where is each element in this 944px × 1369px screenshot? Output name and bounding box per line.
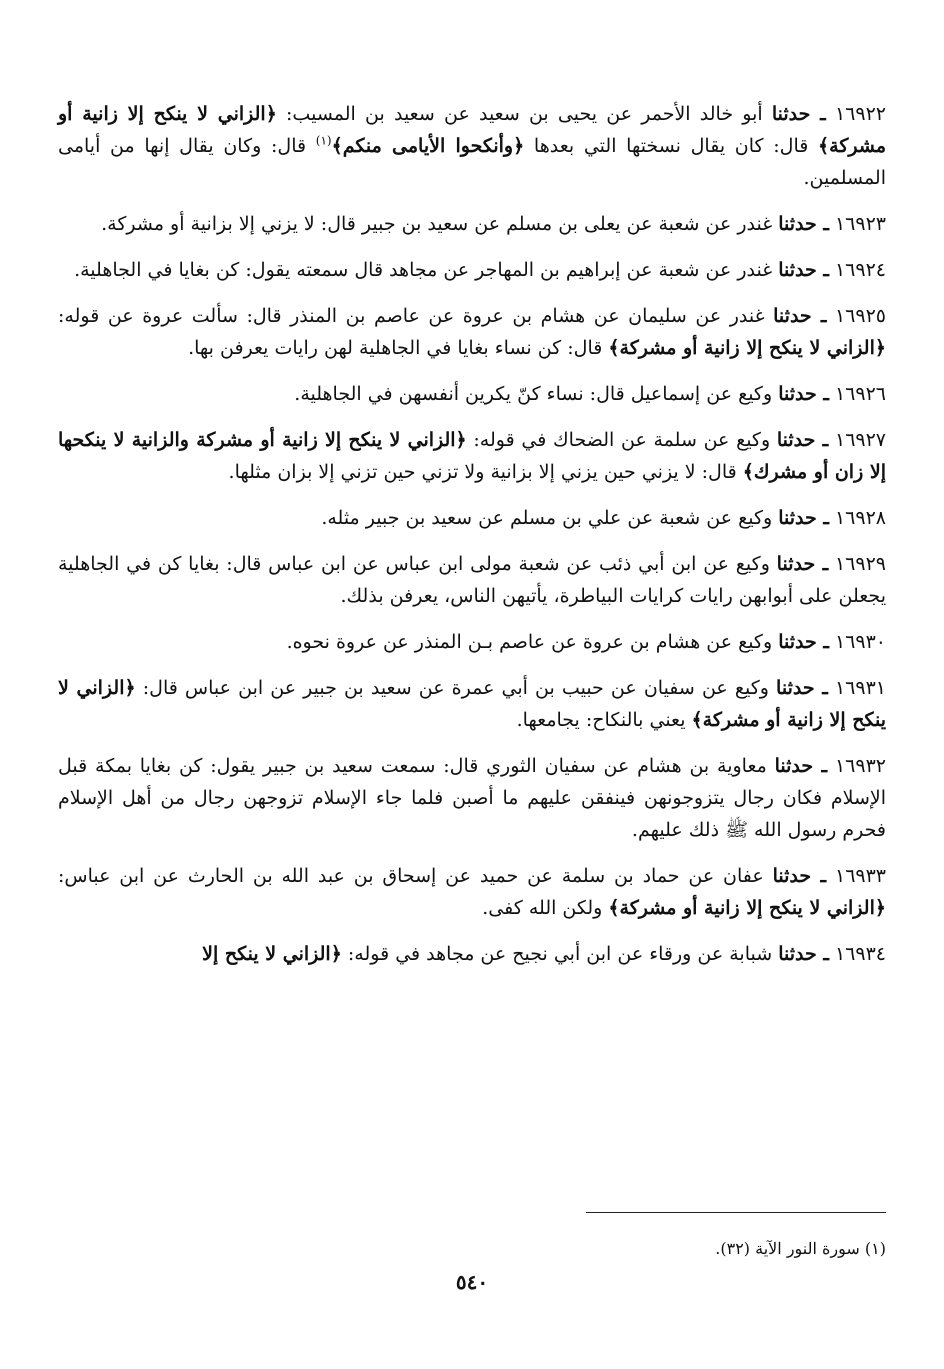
quran-quote: ﴿الزاني لا ينكح إلا زانية أو مشركة﴾ [608, 897, 886, 919]
hadith-intro: ـ حدثنا [771, 103, 826, 125]
hadith-text: قال: كن نساء بغايا في الجاهلية لهن رايات يعرفن بها. [188, 337, 609, 359]
hadith-number: ١٦٩٣٢ [834, 755, 886, 777]
hadith-number: ١٦٩٢٢ [834, 103, 886, 125]
hadith-number: ١٦٩٢٦ [834, 383, 886, 405]
hadith-text: قال: كان يقال نسختها التي بعدها [524, 135, 819, 157]
hadith-text: وكيع عن شعبة عن علي بن مسلم عن سعيد بن جبير مثله. [321, 507, 779, 529]
hadith-text: وكيع عن إسماعيل قال: نساء كنّ يكرين أنفسهن في الجاهلية. [294, 383, 779, 405]
hadith-intro: ـ حدثنا [778, 259, 829, 281]
hadith-number: ١٦٩٣١ [834, 677, 886, 699]
hadith-text: معاوية بن هشام عن سفيان الثوري قال: سمعت سعيد بن جبير يقول: كن بغايا بمكة قبل الإسلام فكان رجال يتزوجونهن فينفقن عليهم ما أصبن فلما جاء الإسلام تزوجهن رجال من أهل الإسلام فحرم رسول الله ﷺ ذلك عليهم. [58, 755, 886, 841]
hadith-text: شبابة عن ورقاء عن ابن أبي نجيح عن مجاهد في قوله: [341, 943, 779, 965]
hadith-text: وكيع عن سفيان عن حبيب بن أبي عمرة عن سعيد بن جبير عن ابن عباس قال: [135, 677, 777, 699]
hadith-16923 [58, 208, 886, 240]
footnote-ref: (١) [315, 133, 332, 148]
hadith-16933 [58, 860, 886, 924]
hadith-16925 [58, 300, 886, 364]
hadith-intro: ـ حدثنا [778, 383, 829, 405]
hadith-text: قال: لا يزني حين يزني إلا بزانية ولا تزني حين تزني إلا بزان مثلها. [228, 461, 743, 483]
hadith-intro: ـ حدثنا [774, 755, 828, 777]
hadith-16932 [58, 750, 886, 846]
footnote: (١) سورة النور الآية (٣٢). [715, 1239, 886, 1258]
hadith-text: أبو خالد الأحمر عن يحيى بن سعيد عن سعيد بن المسيب: [276, 103, 772, 125]
hadith-number: ١٦٩٢٧ [834, 429, 887, 451]
hadith-list [58, 98, 886, 984]
hadith-text: يعني بالنكاح: يجامعها. [516, 709, 692, 731]
hadith-16927 [58, 424, 886, 488]
quran-quote: ﴿وأنكحوا الأيامى منكم﴾ [331, 135, 525, 157]
hadith-16922 [58, 98, 886, 194]
quran-quote: ﴿الزاني لا ينكح إلا [202, 943, 342, 965]
hadith-intro: ـ حدثنا [778, 631, 829, 653]
quran-quote: ﴿الزاني لا ينكح إلا زانية أو مشركة﴾ [58, 677, 886, 731]
quran-quote: ﴿الزاني لا ينكح إلا زانية أو مشركة﴾ [58, 103, 887, 157]
hadith-intro: ـ حدثنا [778, 213, 829, 235]
hadith-number: ١٦٩٣٤ [834, 943, 886, 965]
hadith-intro: ـ حدثنا [772, 865, 827, 887]
hadith-number: ١٦٩٣٣ [834, 865, 887, 887]
hadith-intro: ـ حدثنا [778, 943, 829, 965]
hadith-intro: ـ حدثنا [773, 305, 827, 327]
hadith-16929 [58, 548, 886, 612]
hadith-16931 [58, 672, 886, 736]
hadith-16930 [58, 626, 886, 658]
footnote-divider [586, 1212, 886, 1213]
page-number: ٥٤٠ [455, 1270, 489, 1294]
hadith-intro: ـ حدثنا [776, 429, 829, 451]
hadith-text: غندر عن شعبة عن يعلى بن مسلم عن سعيد بن جبير قال: لا يزني إلا بزانية أو مشركة. [101, 213, 779, 235]
hadith-number: ١٦٩٢٩ [834, 553, 886, 575]
hadith-text: غندر عن شعبة عن إبراهيم بن المهاجر عن مجاهد قال سمعته يقول: كن بغايا في الجاهلية. [74, 259, 779, 281]
hadith-text: وكيع عن سلمة عن الضحاك في قوله: [466, 429, 777, 451]
quran-quote: ﴿الزاني لا ينكح إلا زانية أو مشركة والزانية لا ينكحها إلا زان أو مشرك﴾ [58, 429, 886, 483]
hadith-intro: ـ حدثنا [778, 507, 829, 529]
hadith-16934 [58, 938, 886, 970]
hadith-16928 [58, 502, 886, 534]
hadith-16926 [58, 378, 886, 410]
hadith-text: عفان عن حماد بن سلمة عن حميد عن إسحاق بن عبد الله بن الحارث عن ابن عباس: [58, 865, 773, 887]
hadith-16924 [58, 254, 886, 286]
hadith-text: غندر عن سليمان عن هشام بن عروة عن عاصم بن المنذر قال: سألت عروة عن قوله: [58, 305, 774, 327]
hadith-text: قال: وكان يقال إنها من أيامى المسلمين. [58, 135, 886, 189]
hadith-number: ١٦٩٢٤ [834, 259, 886, 281]
hadith-number: ١٦٩٢٣ [834, 213, 886, 235]
hadith-text: وكيع عن هشام بن عروة عن عاصم بـن المنذر عن عروة نحوه. [286, 631, 779, 653]
hadith-number: ١٦٩٢٨ [834, 507, 886, 529]
hadith-text: وكيع عن ابن أبي ذئب عن شعبة مولى ابن عباس عن ابن عباس قال: بغايا كن في الجاهلية يجعلن على أبوابهن رايات كرايات البياطرة، يأتيهن الناس، يعرفن بذلك. [58, 553, 886, 607]
hadith-text: ولكن الله كفى. [482, 897, 609, 919]
quran-quote: ﴿الزاني لا ينكح إلا زانية أو مشركة﴾ [608, 337, 886, 359]
hadith-number: ١٦٩٣٠ [834, 631, 886, 653]
hadith-intro: ـ حدثنا [776, 677, 828, 699]
hadith-intro: ـ حدثنا [776, 553, 829, 575]
hadith-number: ١٦٩٢٥ [834, 305, 886, 327]
